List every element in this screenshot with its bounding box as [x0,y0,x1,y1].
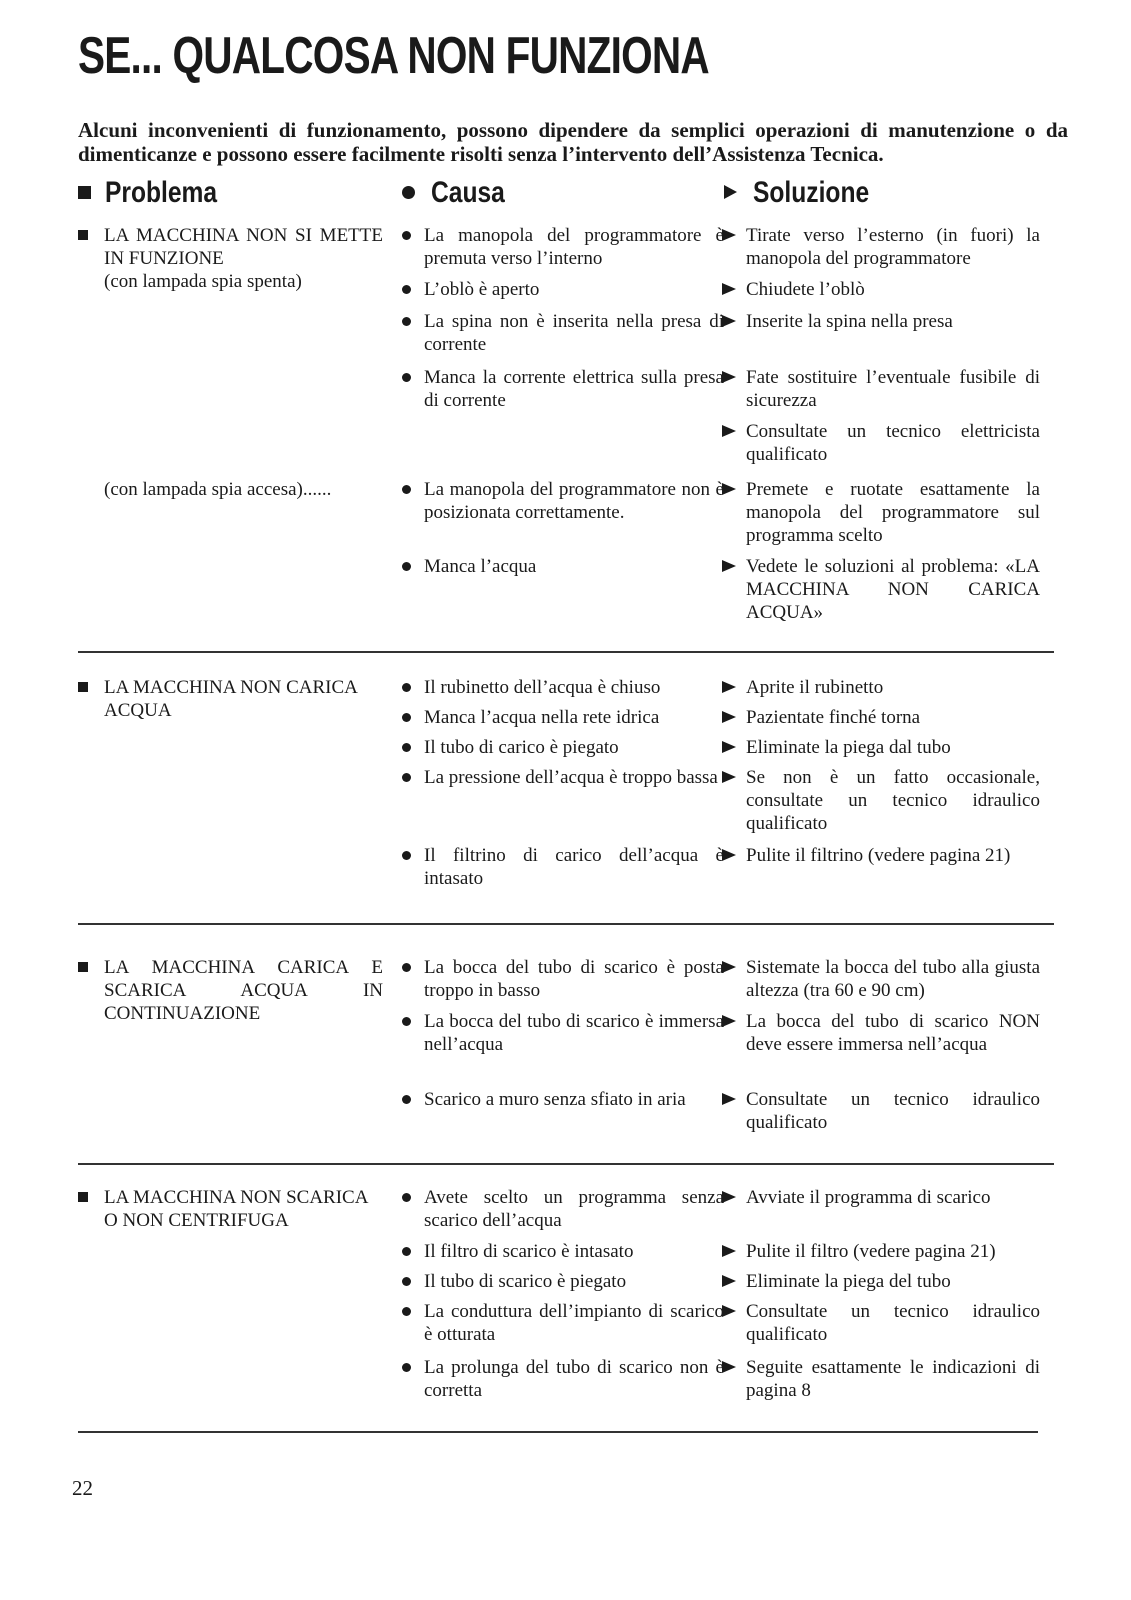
cause-text: La pressione dell’acqua è troppo bassa [400,766,724,789]
problem-title: LA MACCHINA NON SCARICA O NON CENTRIFUGA [104,1187,368,1231]
intro-paragraph: Alcuni inconvenienti di funzionamento, possono dipendere da semplici operazioni di manutenzione o da dimenticanze e possono essere facilmente risolti senza l’intervento dell’Assistenza Tecnica. [78,118,1068,166]
solution-text: La bocca del tubo di scarico NON deve essere immersa nell’acqua [722,1010,1040,1056]
cause-text: Manca la corrente elettrica sulla presa di corrente [400,366,724,412]
cause-text: Scarico a muro senza sfiato in aria [400,1088,724,1111]
arrow-bullet-icon [724,185,737,199]
cause-text: La prolunga del tubo di scarico non è corretta [400,1356,724,1402]
solution-text: Fate sostituire l’eventuale fusibile di sicurezza [722,366,1040,412]
solution-text: Consultate un tecnico elettricista qualificato [722,420,1040,466]
section-divider [78,1431,1038,1433]
problem-cell [78,956,383,1025]
cause-text: La conduttura dell’impianto di scarico è otturata [400,1300,724,1346]
cause-text: Il tubo di scarico è piegato [400,1270,724,1293]
cause-text: Manca l’acqua nella rete idrica [400,706,724,729]
cause-text: La manopola del programmatore è premuta verso l’interno [400,224,724,270]
round-bullet-icon [402,186,415,199]
cause-text: L’oblò è aperto [400,278,724,301]
square-bullet-icon [78,230,88,240]
solution-text: Pulite il filtro (vedere pagina 21) [722,1240,1040,1263]
square-bullet-icon [78,186,91,199]
problem-subnote: (con lampada spia spenta) [104,271,302,292]
solution-text: Avviate il programma di scarico [722,1186,1040,1209]
solution-text: Seguite esattamente le indicazioni di pagina 8 [722,1356,1040,1402]
cause-text: La manopola del programmatore non è posizionata correttamente. [400,478,724,524]
square-bullet-icon [78,1192,88,1202]
solution-text: Chiudete l’oblò [722,278,1040,301]
cause-text: Manca l’acqua [400,555,724,578]
page-title: SE... QUALCOSA NON FUNZIONA [78,27,709,85]
cause-text: Il filtrino di carico dell’acqua è intasato [400,844,724,890]
problem-extra-note: (con lampada spia accesa)...... [104,479,332,500]
column-header-cause: Causa [402,176,521,210]
problem-cell [78,676,383,722]
section-divider [78,923,1054,925]
cause-text: Il filtro di scarico è intasato [400,1240,724,1263]
column-header-problem: Problema [78,176,242,210]
problem-cell [78,1186,383,1232]
page-number: 22 [72,1476,93,1500]
problem-title: LA MACCHINA NON SI METTE IN FUNZIONE [104,225,383,269]
column-header-solution: Soluzione [724,176,895,210]
solution-text: Tirate verso l’esterno (in fuori) la manopola del programmatore [722,224,1040,270]
cause-text: La bocca del tubo di scarico è immersa nell’acqua [400,1010,724,1056]
solution-text: Pazientate finché torna [722,706,1040,729]
solution-text: Vedete le soluzioni al problema: «LA MACCHINA NON CARICA ACQUA» [722,555,1040,624]
cause-text: Il rubinetto dell’acqua è chiuso [400,676,724,699]
solution-text: Premete e ruotate esattamente la manopola del programmatore sul programma scelto [722,478,1040,547]
solution-text: Inserite la spina nella presa [722,310,1040,333]
section-divider [78,1163,1054,1165]
solution-text: Consultate un tecnico idraulico qualificato [722,1300,1040,1346]
solution-text: Eliminate la piega del tubo [722,1270,1040,1293]
cause-text: Avete scelto un programma senza scarico dell’acqua [400,1186,724,1232]
cause-text: La spina non è inserita nella presa di corrente [400,310,724,356]
solution-text: Se non è un fatto occasionale, consultate un tecnico idraulico qualificato [722,766,1040,835]
solution-text: Consultate un tecnico idraulico qualificato [722,1088,1040,1134]
solution-text: Sistemate la bocca del tubo alla giusta altezza (tra 60 e 90 cm) [722,956,1040,1002]
cause-text: Il tubo di carico è piegato [400,736,724,759]
solution-text: Pulite il filtrino (vedere pagina 21) [722,844,1040,867]
cause-text: La bocca del tubo di scarico è posta troppo in basso [400,956,724,1002]
solution-text: Eliminate la piega dal tubo [722,736,1040,759]
problem-title: LA MACCHINA CARICA E SCARICA ACQUA IN CONTINUAZIONE [104,957,383,1024]
problem-cell [78,224,383,500]
square-bullet-icon [78,682,88,692]
section-divider [78,651,1054,653]
problem-title: LA MACCHINA NON CARICA ACQUA [104,677,357,721]
solution-text: Aprite il rubinetto [722,676,1040,699]
square-bullet-icon [78,962,88,972]
